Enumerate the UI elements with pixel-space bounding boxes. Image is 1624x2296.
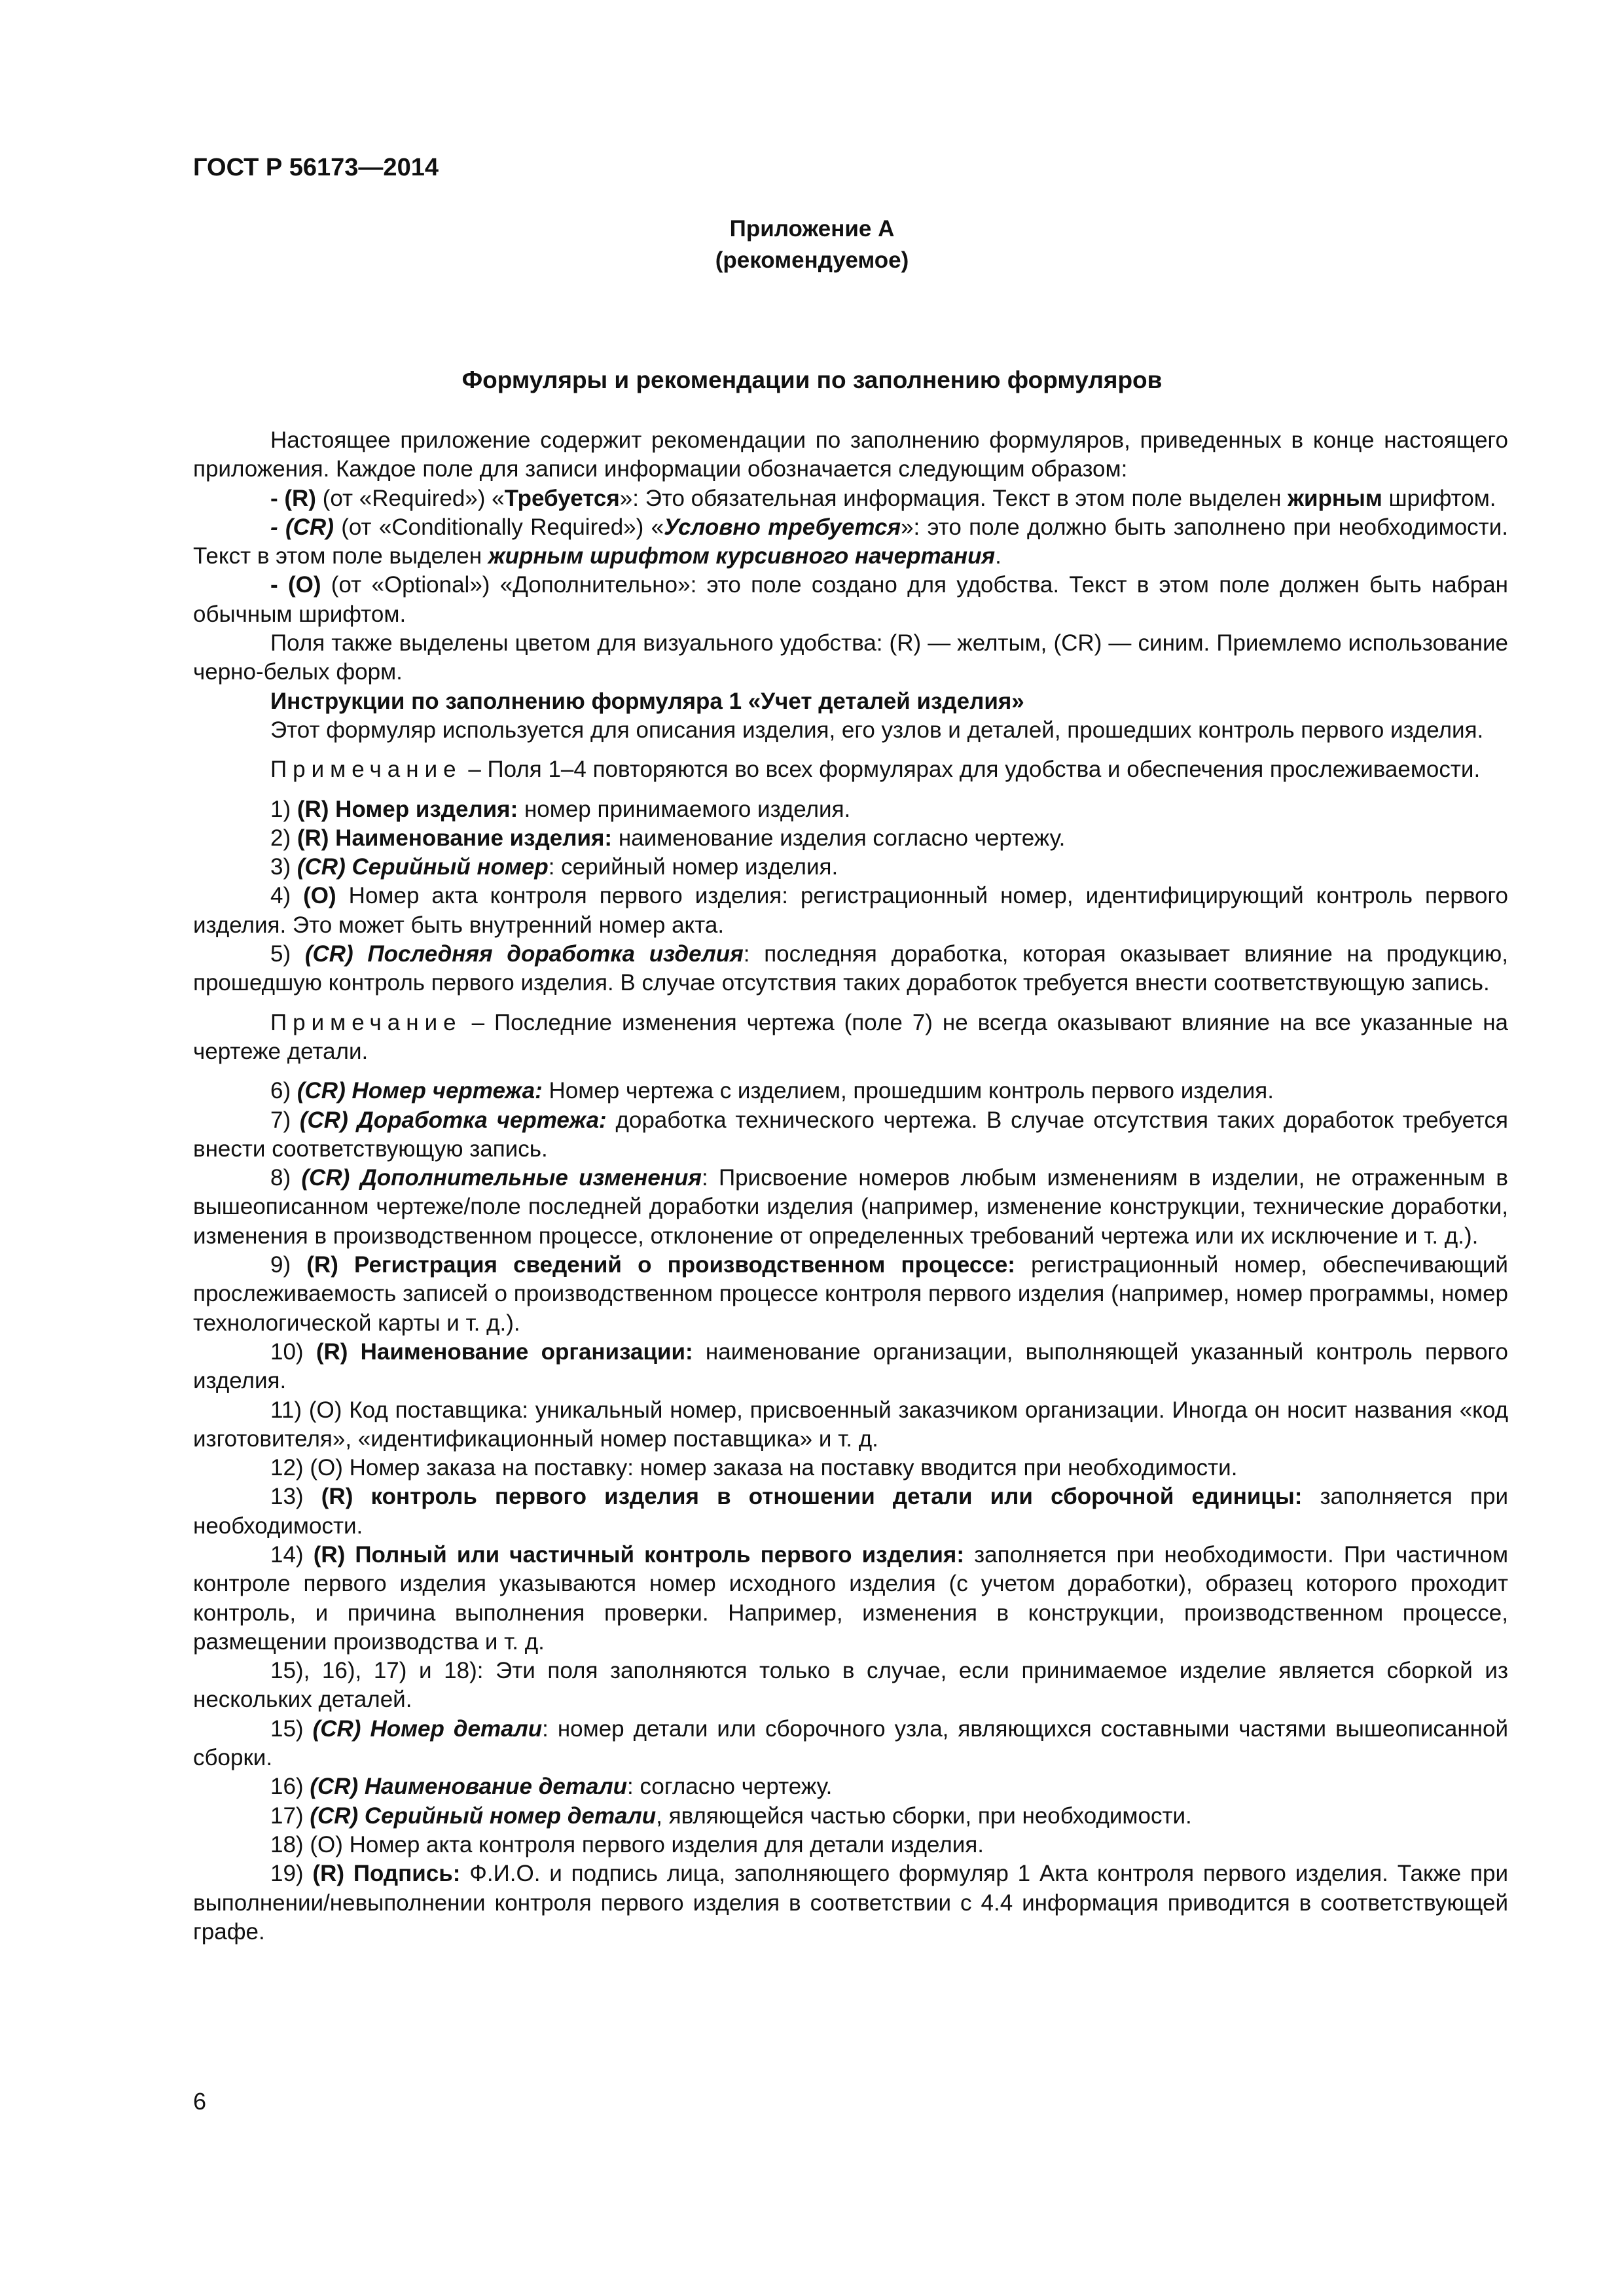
conditional-text-2: »: это поле должно быть заполнено при необходимости. Текст в этом поле выделен [193, 514, 1508, 569]
field-text: : Присвоение номеров любым изменениям в изделии, не отраженным в вышеописанном чертеже/поле последней доработки изделия (например, изменение конструкции, технические доработки, изменения в производственном процессе, отклонение от определенных требований чертежа или их исключение и т. д.). [193, 1165, 1508, 1249]
field-number: 1) [270, 796, 297, 822]
required-text-2: »: Это обязательная информация. Текст в этом поле выделен [619, 485, 1288, 511]
field-number: 19) [270, 1861, 313, 1887]
field-text: наименование изделия согласно чертежу. [612, 825, 1066, 851]
field-text: : номер детали или сборочного узла, являющихся составными частями вышеописанной сборки. [193, 1715, 1509, 1771]
note-label: Примечание [270, 1009, 462, 1035]
field-number: 8) [270, 1165, 302, 1191]
field-item [193, 1657, 1508, 1715]
instructions-heading: Инструкции по заполнению формуляра 1 «Учет деталей изделия» [270, 688, 1024, 714]
field-number: 9) [270, 1252, 307, 1278]
optional-text: (от «Optional») «Дополнительно»: это поле создано для удобства. Текст в этом поле должен быть набран обычным шрифтом. [193, 572, 1508, 627]
field-item [193, 1396, 1508, 1454]
optional-field-description [193, 571, 1508, 629]
field-tag: (CR) Наименование детали [310, 1774, 628, 1800]
field-number: 3) [270, 854, 297, 880]
field-item [193, 795, 1508, 824]
field-number: 12) [270, 1455, 310, 1481]
field-text: заполняется при необходимости. При частичном контроле первого изделия указываются номер исходного изделия (с учетом доработки), образец которого проходит контроль, и причина выполнения проверки. Например, изменения в конструкции, производственном процессе, размещении производства и т. д. [193, 1541, 1509, 1655]
field-item [193, 1106, 1508, 1164]
field-item [193, 824, 1508, 853]
field-text: (O) Код поставщика: уникальный номер, присвоенный заказчиком организации. Иногда он носит названия «код изготовителя», «идентификационный номер поставщика» и т. д. [193, 1397, 1508, 1452]
field-item [193, 1859, 1508, 1946]
colors-paragraph: Поля также выделены цветом для визуального удобства: (R) — желтым, (CR) — синим. Приемлемо использование черно-белых форм. [193, 630, 1508, 685]
field-text: Ф.И.О. и подпись лица, заполняющего формуляр 1 Акта контроля первого изделия. Также при выполнении/невыполнении контроля первого изделия в соответствии с 4.4 информация приводится в соответствующей графе. [193, 1861, 1508, 1945]
required-term: Требуется [504, 485, 620, 511]
field-number: 16) [270, 1774, 310, 1800]
field-text: Номер чертежа с изделием, прошедшим контроль первого изделия. [542, 1078, 1274, 1104]
field-item [193, 940, 1508, 998]
field-text: (O) Номер акта контроля первого изделия для детали изделия. [310, 1831, 984, 1857]
field-text: номер принимаемого изделия. [518, 796, 851, 822]
field-item [193, 1772, 1508, 1801]
optional-tag: - (O) [270, 572, 321, 598]
field-number: 17) [270, 1803, 310, 1829]
field-tag: (R) Подпись: [312, 1861, 461, 1887]
field-item [193, 1454, 1508, 1482]
field-tag: (CR) Номер чертежа: [297, 1078, 543, 1104]
appendix-subtitle: (рекомендуемое) [715, 247, 909, 273]
conditional-field-description [193, 513, 1508, 571]
intro-paragraph: Настоящее приложение содержит рекомендации по заполнению формуляров, приведенных в конце настоящего приложения. Каждое поле для записи информации обозначается следующим образом: [193, 427, 1508, 482]
field-tag: (R) Номер изделия: [297, 796, 518, 822]
field-text: наименование организации, выполняющей указанный контроль первого изделия. [193, 1338, 1509, 1394]
field-item [193, 1715, 1508, 1773]
field-text: доработка технического чертежа. В случае отсутствия таких доработок требуется внести соответствующую запись. [193, 1107, 1508, 1162]
field-item [193, 1164, 1508, 1251]
field-number: 15) [270, 1715, 313, 1742]
field-text: , являющейся частью сборки, при необходимости. [656, 1803, 1192, 1829]
field-tag: (CR) Доработка чертежа: [299, 1107, 607, 1133]
document-body [193, 426, 1508, 1946]
required-field-description [193, 484, 1508, 513]
field-item [193, 1077, 1508, 1105]
required-text-3: шрифтом. [1382, 485, 1496, 511]
standard-id: ГОСТ Р 56173—2014 [193, 154, 439, 181]
note-2 [193, 1009, 1508, 1067]
field-item [193, 1482, 1508, 1541]
field-number: 18) [270, 1831, 310, 1857]
conditional-emphasis: жирным шрифтом курсивного начертания [488, 543, 996, 569]
note-label: Примечание [270, 757, 462, 783]
field-number: 11) [270, 1397, 309, 1423]
field-tag: (R) Полный или частичный контроль первого изделия: [313, 1541, 965, 1568]
field-tag: (R) Регистрация сведений о производственном процессе: [306, 1252, 1015, 1278]
required-emphasis: жирным [1288, 485, 1382, 511]
field-text: заполняется при необходимости. [193, 1484, 1509, 1539]
required-text-1: (от «Required») « [316, 485, 505, 511]
conditional-text-1: (от «Conditionally Required») « [333, 514, 664, 540]
field-tag: (R) Наименование изделия: [297, 825, 613, 851]
section-title: Формуляры и рекомендации по заполнению формуляров [461, 367, 1163, 393]
field-item [193, 882, 1508, 940]
field-number: 5) [270, 941, 305, 967]
field-tag: (CR) Номер детали [312, 1715, 543, 1742]
field-tag: (CR) Серийный номер детали [310, 1803, 657, 1829]
field-text: : последняя доработка, которая оказывает влияние на продукцию, прошедшую контроль первого изделия. В случае отсутствия таких доработок требуется внести соответствующую запись. [193, 941, 1508, 996]
field-item [193, 1338, 1508, 1396]
field-number: 4) [270, 883, 304, 909]
field-text: Номер акта контроля первого изделия: регистрационный номер, идентифицирующий контроль первого изделия. Это может быть внутренний номер акта. [193, 883, 1508, 938]
field-text: : согласно чертежу. [627, 1774, 833, 1800]
field-number: 6) [270, 1078, 297, 1104]
field-tag: (R) Наименование организации: [316, 1338, 693, 1365]
field-tag: (O) [303, 883, 336, 909]
conditional-text-3: . [995, 543, 1001, 569]
field-list-1 [193, 795, 1508, 998]
field-tag: (CR) Дополнительные изменения [301, 1165, 702, 1191]
appendix-heading [0, 213, 1624, 276]
field-tag: (CR) Серийный номер [297, 854, 549, 880]
field-tag: (R) контроль первого изделия в отношении детали или сборочной единицы: [321, 1484, 1303, 1510]
conditional-tag: - (CR) [270, 514, 334, 540]
field-item [193, 1541, 1508, 1657]
field-list-2 [193, 1077, 1508, 1946]
note-text: – Последние изменения чертежа (поле 7) не всегда оказывают влияние на все указанные на чертеже детали. [193, 1009, 1508, 1064]
note-text: – Поля 1–4 повторяются во всех формулярах для удобства и обеспечения прослеживаемости. [461, 757, 1481, 783]
field-item [193, 1802, 1508, 1831]
field-number: 14) [270, 1541, 314, 1568]
form-description: Этот формуляр используется для описания изделия, его узлов и деталей, прошедших контроль первого изделия. [270, 717, 1484, 743]
field-text: 15), 16), 17) и 18): Эти поля заполняются только в случае, если принимаемое изделие является сборкой из нескольких деталей. [193, 1658, 1508, 1713]
field-text: (O) Номер заказа на поставку: номер заказа на поставку вводится при необходимости. [310, 1455, 1238, 1481]
field-text: : серийный номер изделия. [548, 854, 839, 880]
field-number: 2) [270, 825, 297, 851]
field-text: регистрационный номер, обеспечивающий прослеживаемость записей о производственном процессе контроля первого изделия (например, номер программы, номер технологической карты и т. д.). [193, 1252, 1508, 1336]
field-item [193, 1251, 1508, 1338]
appendix-title: Приложение А [729, 216, 895, 242]
note-1 [193, 755, 1508, 784]
field-item [193, 853, 1508, 882]
field-number: 10) [270, 1338, 316, 1365]
conditional-term: Условно требуется [664, 514, 901, 540]
field-item [193, 1831, 1508, 1859]
field-number: 13) [270, 1484, 321, 1510]
field-tag: (CR) Последняя доработка изделия [304, 941, 744, 967]
page-number: 6 [193, 2088, 207, 2115]
required-tag: - (R) [270, 485, 316, 511]
field-number: 7) [270, 1107, 300, 1133]
